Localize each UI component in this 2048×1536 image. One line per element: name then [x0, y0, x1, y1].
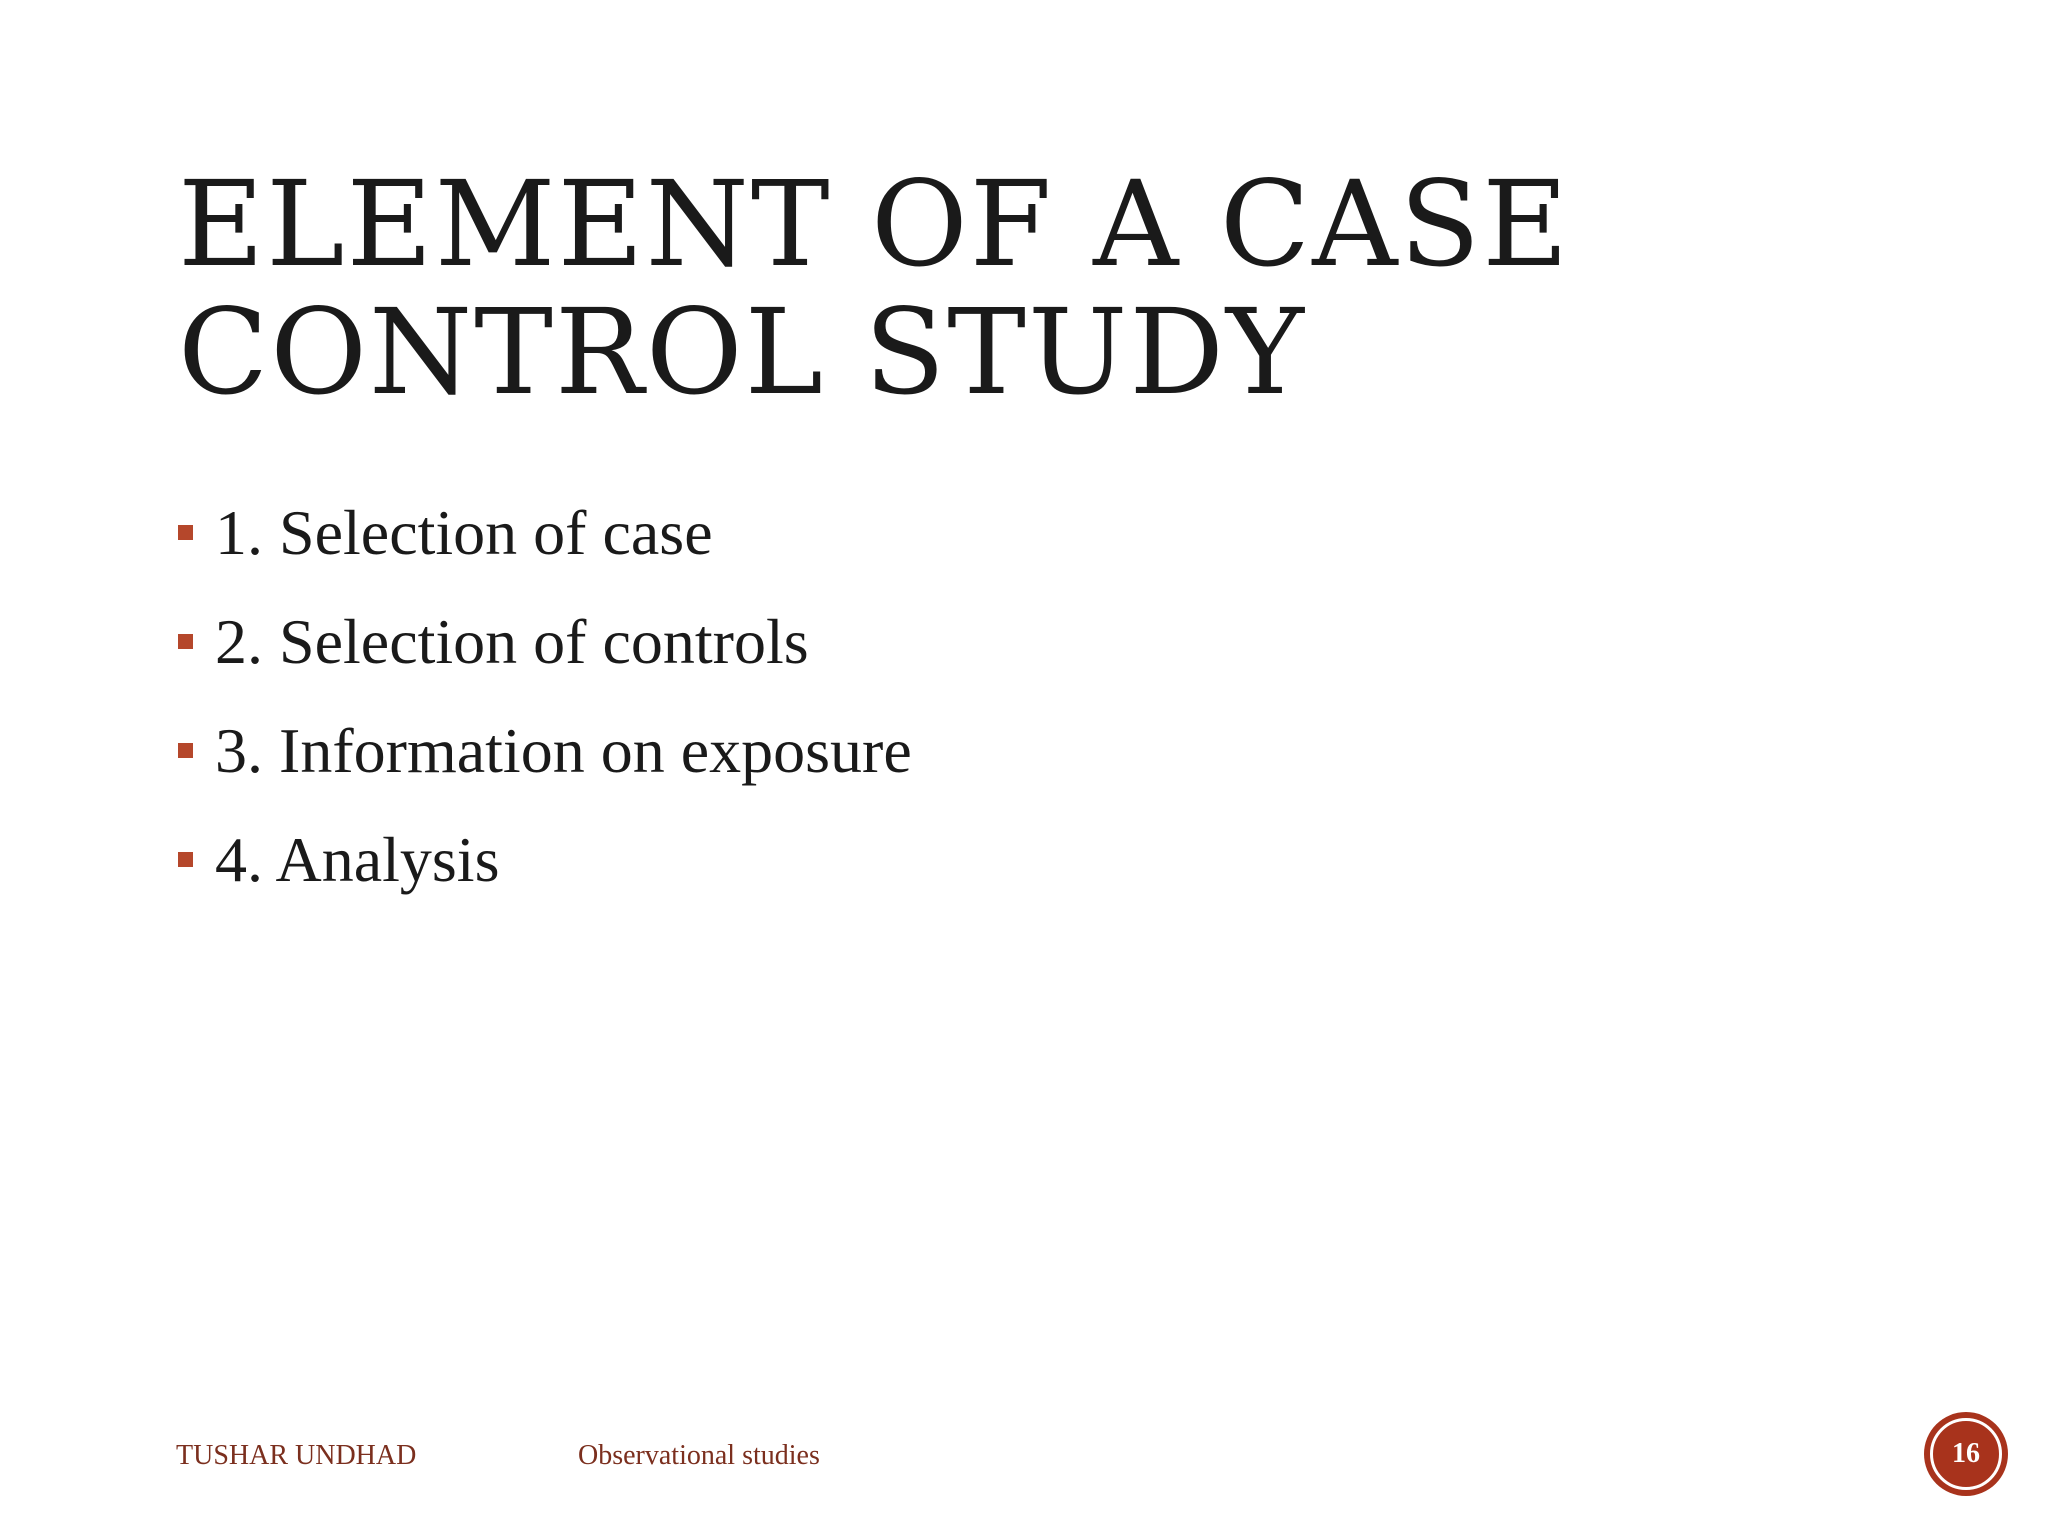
square-bullet-icon [178, 525, 193, 540]
slide-title [178, 155, 1878, 421]
bullet-text: 1. Selection of case [215, 496, 713, 568]
slide-title-line-2: CONTROL STUDY [178, 283, 1306, 421]
footer-topic: Observational studies [578, 1440, 820, 1471]
square-bullet-icon [178, 852, 193, 867]
bullet-text: 2. Selection of controls [215, 605, 809, 677]
bullet-text: 3. Information on exposure [215, 714, 912, 786]
square-bullet-icon [178, 743, 193, 758]
slide-title-line-1: ELEMENT OF A CASE [178, 155, 1571, 293]
bullet-list [178, 478, 912, 914]
bullet-item [178, 696, 912, 805]
bullet-text: 4. Analysis [215, 823, 500, 895]
page-number-badge [1924, 1412, 2008, 1496]
bullet-item [178, 478, 912, 587]
page-number: 16 [1952, 1438, 1980, 1469]
square-bullet-icon [178, 634, 193, 649]
bullet-item [178, 587, 912, 696]
bullet-item [178, 805, 912, 914]
footer-author: TUSHAR UNDHAD [176, 1440, 417, 1471]
